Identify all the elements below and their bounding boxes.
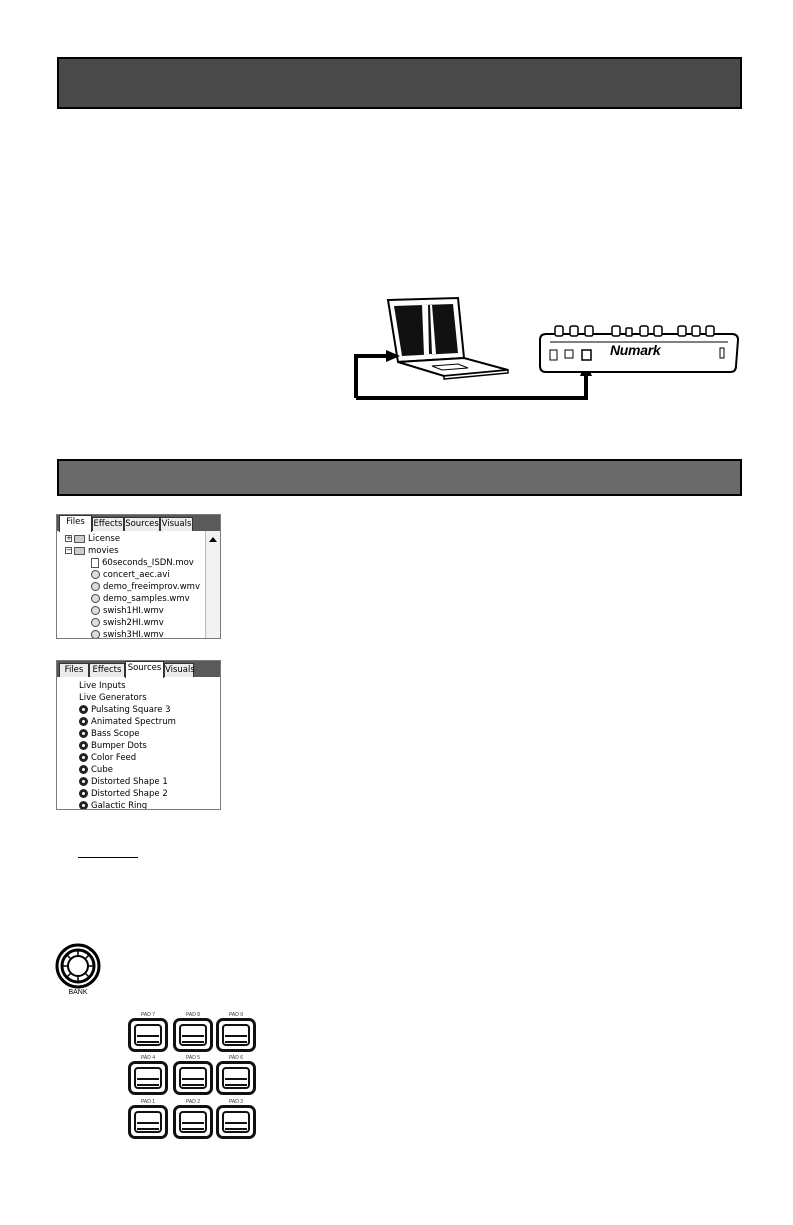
tab-files[interactable]: Files — [59, 663, 89, 677]
tree-item-generator[interactable]: Bumper Dots — [79, 740, 147, 752]
tree-item-file[interactable]: swish3HI.wmv — [91, 629, 164, 639]
bank-label: BANK — [68, 989, 88, 996]
tree-item-live-generators[interactable]: Live Generators — [79, 693, 147, 703]
tree-item-movies[interactable]: − movies — [66, 546, 119, 556]
tab-visuals[interactable]: Visuals — [161, 519, 192, 529]
movie-icon — [91, 594, 100, 603]
generator-icon — [79, 753, 88, 762]
generator-icon — [79, 801, 88, 810]
pad-label: PAD 4 — [140, 1055, 156, 1061]
pad-6-button[interactable] — [216, 1061, 256, 1095]
pad-label: PAD 8 — [185, 1012, 201, 1018]
connection-diagram — [340, 290, 750, 410]
collapse-icon[interactable]: − — [66, 546, 72, 554]
tab-files[interactable]: Files — [59, 515, 92, 532]
movie-icon — [91, 606, 100, 615]
pad-label: PAD 9 — [228, 1012, 244, 1018]
section-header-bar-2 — [57, 459, 742, 496]
generator-icon — [79, 789, 88, 798]
pad-2-button[interactable] — [173, 1105, 213, 1139]
tab-visuals[interactable]: Visuals — [165, 665, 195, 675]
generator-icon — [79, 729, 88, 738]
generator-icon — [79, 741, 88, 750]
tab-effects[interactable]: Effects — [93, 519, 123, 529]
pad-4-button[interactable] — [128, 1061, 168, 1095]
pad-label: PAD 3 — [228, 1099, 244, 1105]
pad-label: PAD 6 — [228, 1055, 244, 1061]
tree-item-license[interactable]: + License — [66, 534, 121, 544]
tree-item-generator[interactable]: Distorted Shape 2 — [79, 788, 168, 800]
section-header-bar-1 — [57, 57, 742, 109]
tree-item-live-inputs[interactable]: Live Inputs — [79, 681, 126, 691]
tree-item-generator[interactable]: Pulsating Square 3 — [79, 704, 171, 716]
pad-1-button[interactable] — [128, 1105, 168, 1139]
laptop-icon — [388, 298, 508, 379]
tree-item-file[interactable]: swish1HI.wmv — [91, 605, 164, 617]
tab-sources[interactable]: Sources — [125, 519, 159, 529]
tree-item-generator[interactable]: Galactic Ring — [79, 800, 147, 810]
tree-item-file[interactable]: demo_freeimprov.wmv — [91, 581, 200, 593]
tree-item-generator[interactable]: Cube — [79, 764, 113, 776]
tree-item-generator[interactable]: Distorted Shape 1 — [79, 776, 168, 788]
bank-knob-icon[interactable] — [55, 943, 101, 989]
tree-item-file[interactable]: concert_aec.avi — [91, 569, 170, 581]
pad-5-button[interactable] — [173, 1061, 213, 1095]
file-icon — [91, 558, 99, 568]
brand-logo: Numark — [610, 342, 661, 358]
pad-label: PAD 2 — [185, 1099, 201, 1105]
expand-icon[interactable]: + — [66, 534, 72, 542]
pad-label: PAD 1 — [140, 1099, 156, 1105]
open-folder-icon — [74, 547, 85, 555]
tree-item-file[interactable]: swish2HI.wmv — [91, 617, 164, 629]
generator-icon — [79, 705, 88, 714]
pad-label: PAD 7 — [140, 1012, 156, 1018]
tree-item-file[interactable]: demo_samples.wmv — [91, 593, 190, 605]
underline-rule — [78, 857, 138, 858]
movie-icon — [91, 570, 100, 579]
pad-7-button[interactable] — [128, 1018, 168, 1052]
tab-sources[interactable]: Sources — [125, 661, 164, 678]
pad-8-button[interactable] — [173, 1018, 213, 1052]
sources-panel — [56, 660, 221, 810]
files-panel — [56, 514, 221, 639]
pad-9-button[interactable] — [216, 1018, 256, 1052]
pad-3-button[interactable] — [216, 1105, 256, 1139]
tree-item-generator[interactable]: Bass Scope — [79, 728, 140, 740]
pad-label: PAD 5 — [185, 1055, 201, 1061]
tree-item-generator[interactable]: Color Feed — [79, 752, 136, 764]
movie-icon — [91, 582, 100, 591]
tree-item-file[interactable]: 60seconds_ISDN.mov — [91, 557, 194, 569]
generator-icon — [79, 717, 88, 726]
generator-icon — [79, 777, 88, 786]
generator-icon — [79, 765, 88, 774]
scroll-up-arrow-icon[interactable] — [206, 535, 220, 545]
tree-item-generator[interactable]: Animated Spectrum — [79, 716, 176, 728]
files-scrollbar[interactable] — [205, 531, 220, 638]
tab-effects[interactable]: Effects — [89, 663, 125, 677]
movie-icon — [91, 630, 100, 639]
folder-icon — [74, 535, 85, 543]
movie-icon — [91, 618, 100, 627]
